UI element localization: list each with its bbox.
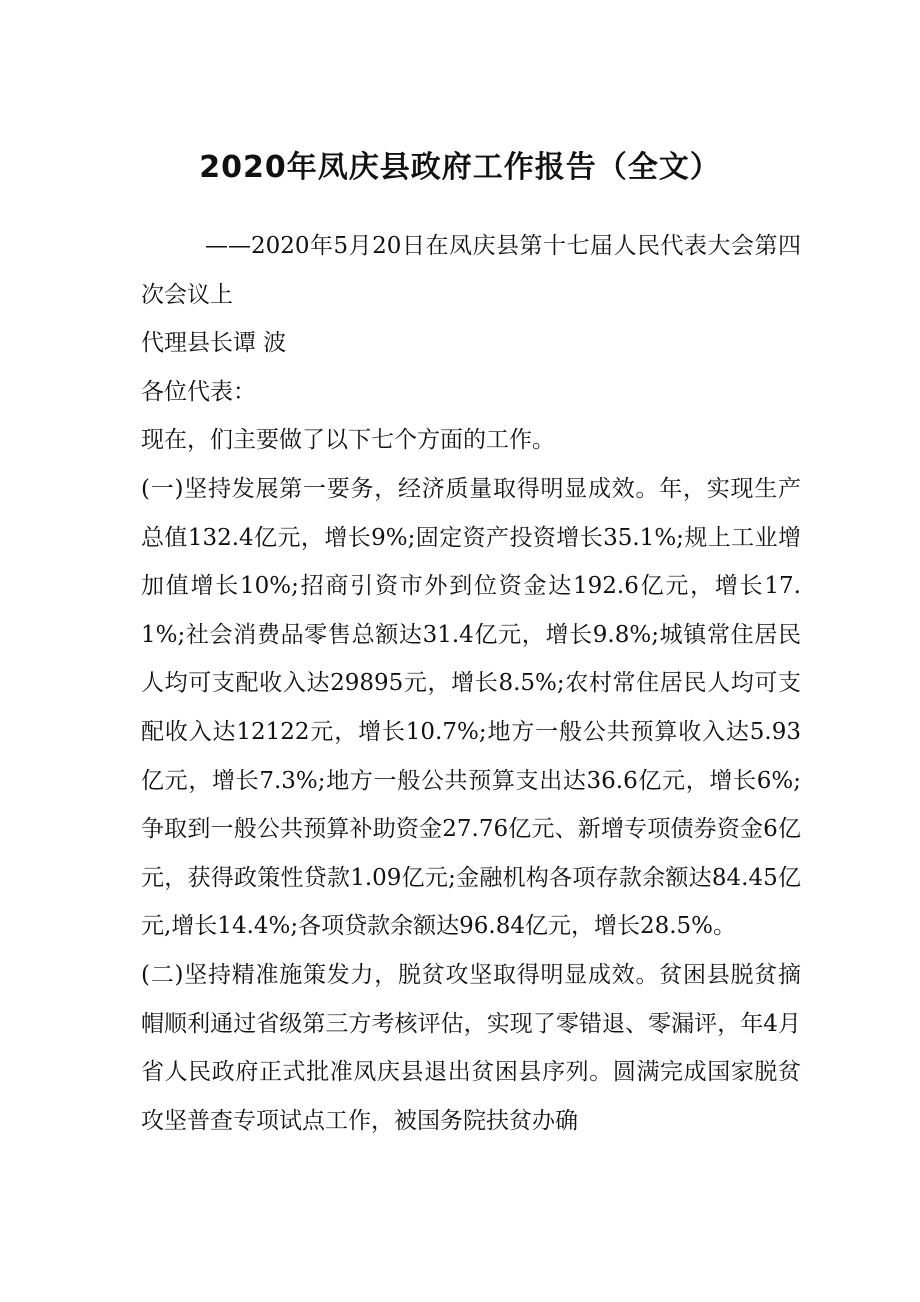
salutation: 各位代表： (141, 378, 256, 405)
speaker-line: 代理县长谭 波 (141, 330, 287, 357)
document-body (141, 222, 801, 1145)
document-title: 2020年凤庆县政府工作报告（全文） (199, 150, 721, 185)
paragraph-intro: 现在，们主要做了以下七个方面的工作。 (141, 427, 555, 454)
paragraph-section-1: (一)坚持发展第一要务，经济质量取得明显成效。年，实现生产总值132.4亿元，增长9%;固定资产投资增长35.1%;规上工业增加值增长10%;招商引资市外到位资金达192.6亿元，增长17.1%;社会消费品零售总额达31.4亿元，增长9.8%;城镇常住居民人均可支配收入达29895元，增长8.5%;农村常住居民人均可支配收入达12122元，增长10.7%;地方一般公共预算收入达5.93亿元，增长7.3%;地方一般公共预算支出达36.6亿元，增长6%;争取到一般公共预算补助资金27.76亿元、新增专项债券资金6亿元，获得政策性贷款1.09亿元;金融机构各项存款余额达84.45亿元,增长14.4%;各项贷款余额达96.84亿元，增长28.5%。 (141, 475, 801, 940)
document-subtitle: ——2020年5月20日在凤庆县第十七届人民代表大会第四次会议上 (141, 233, 801, 308)
paragraph-section-2: (二)坚持精准施策发力，脱贫攻坚取得明显成效。贫困县脱贫摘帽顺利通过省级第三方考核评估，实现了零错退、零漏评，年4月省人民政府正式批准凤庆县退出贫困县序列。圆满完成国家脱贫攻坚普查专项试点工作，被国务院扶贫办确 (141, 961, 801, 1134)
